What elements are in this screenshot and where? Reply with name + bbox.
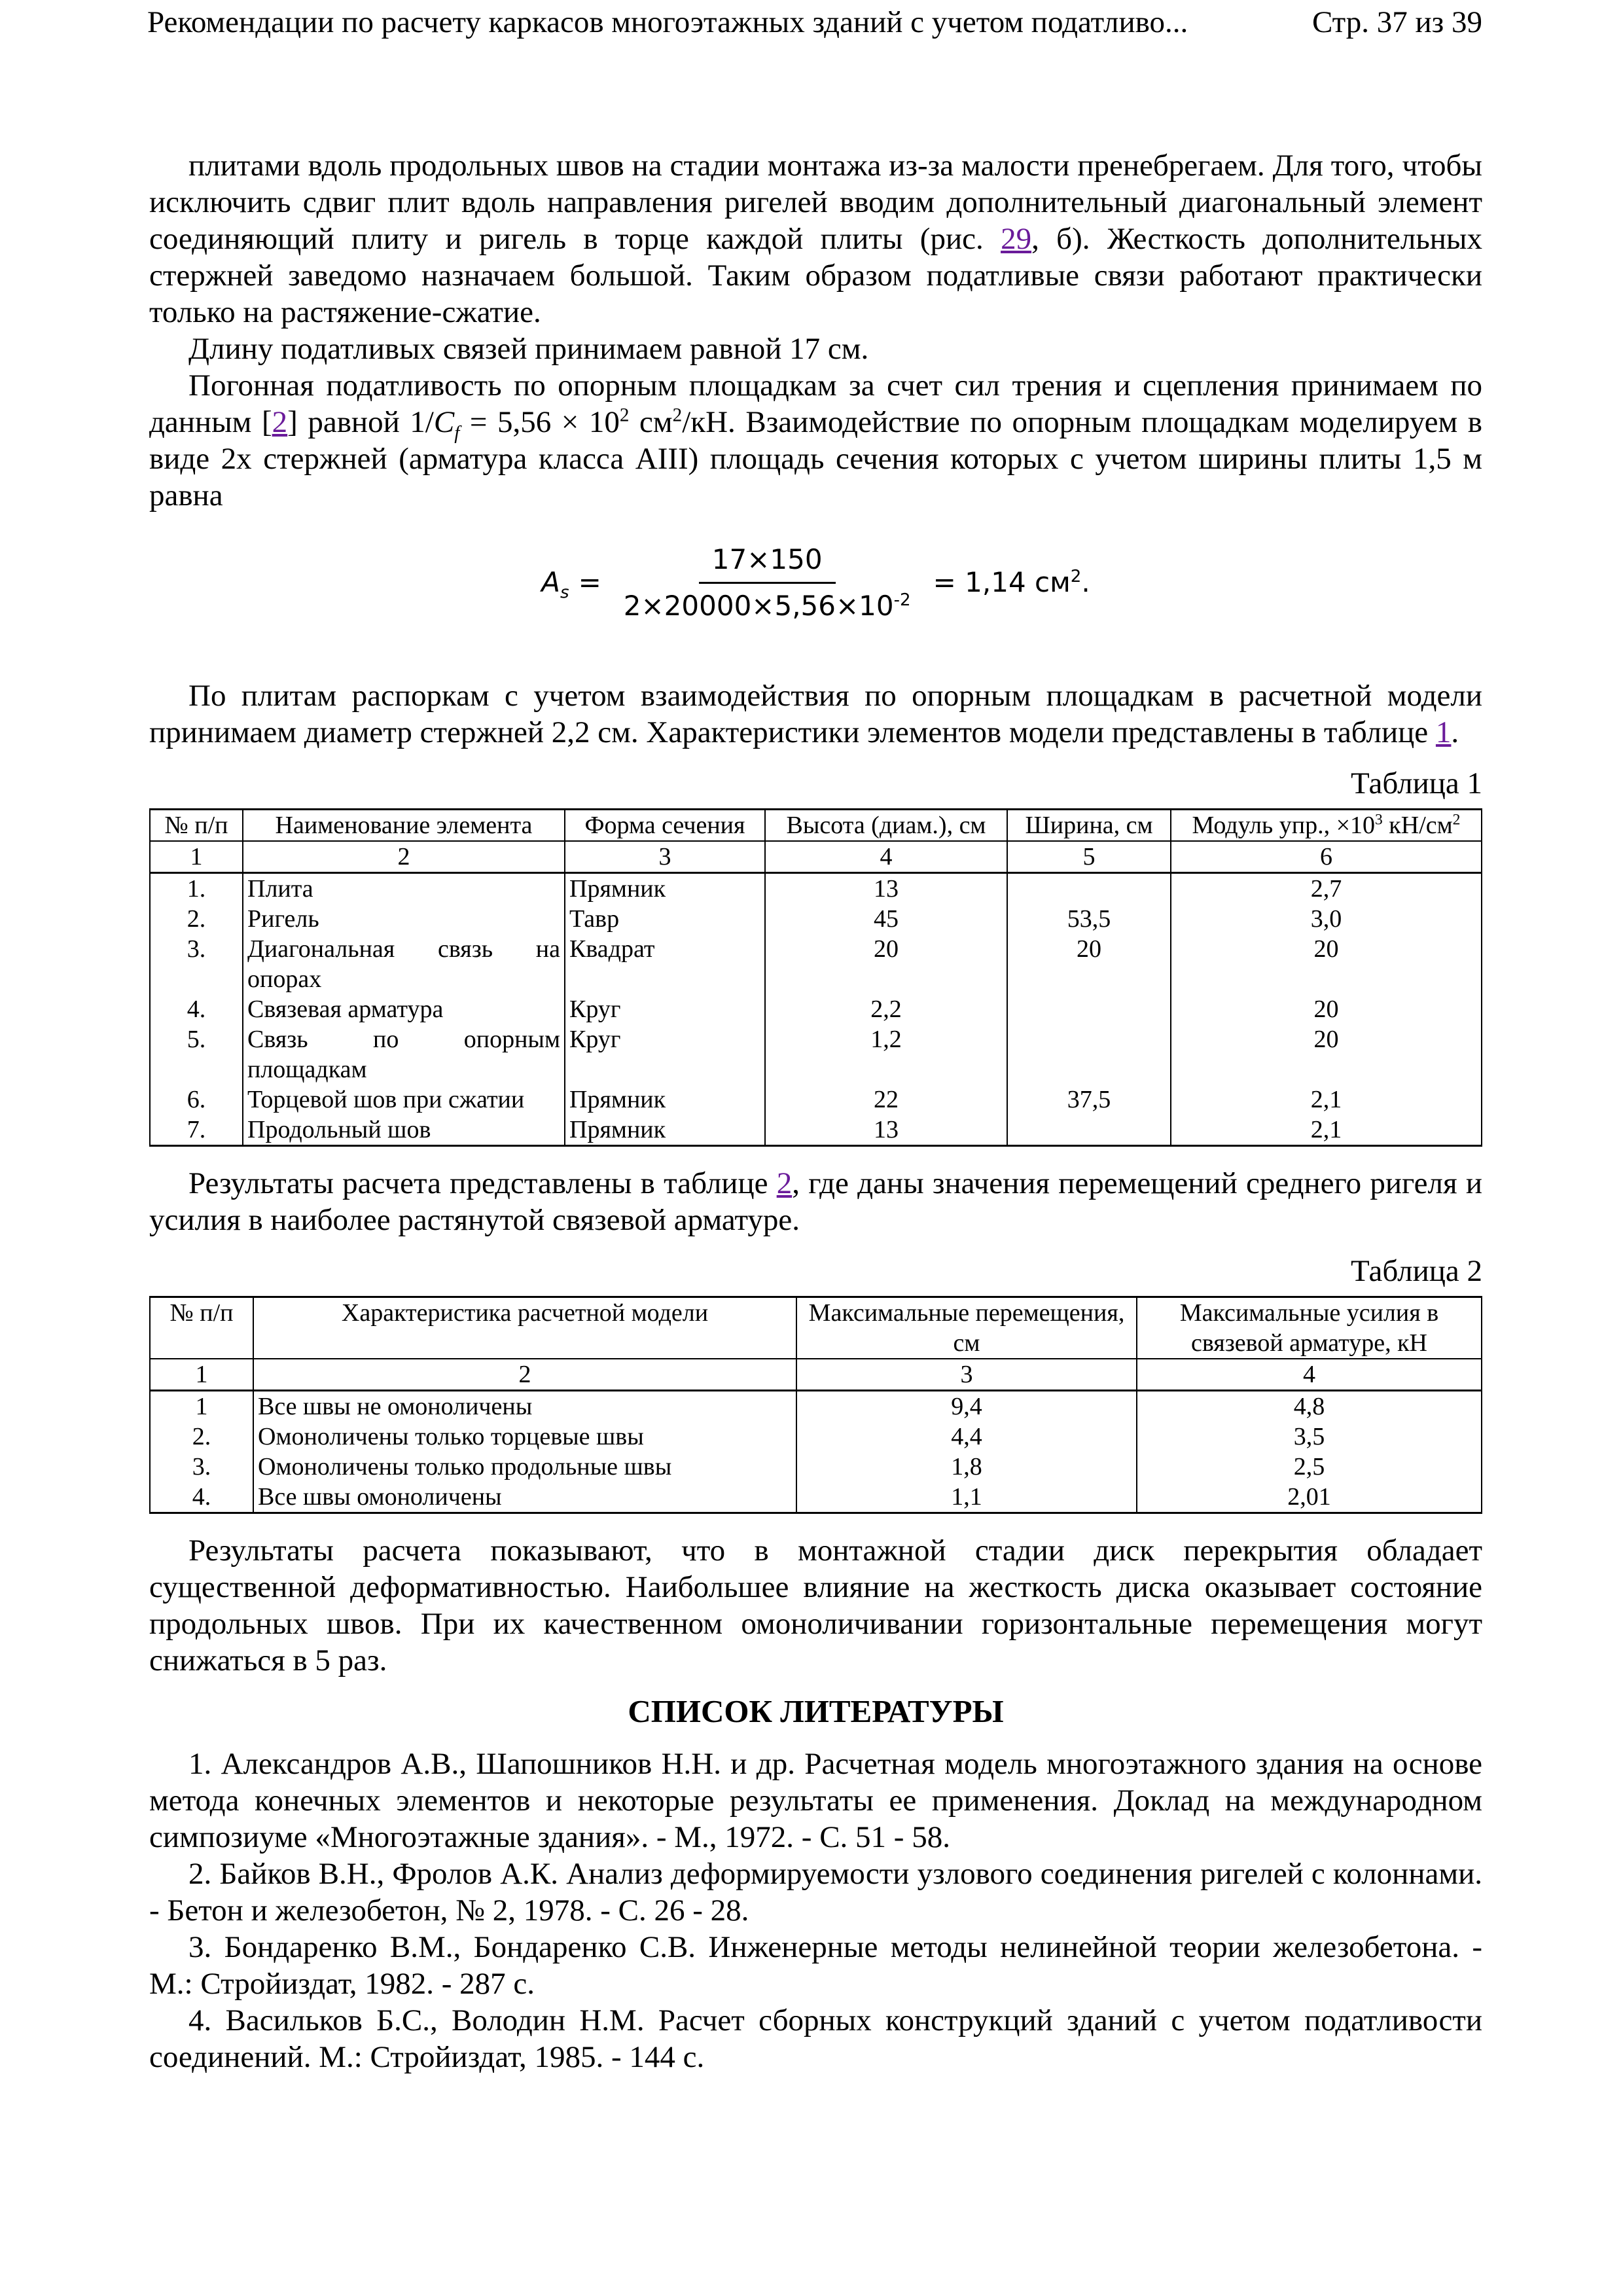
paragraph-4: По плитам распоркам с учетом взаимодействия по опорным площадкам в расчетной модели принимаем диаметр стержней 2,2 см. Характеристики элементов модели представлены в таблице 1. [149, 679, 1482, 749]
document-title: Рекомендации по расчету каркасов многоэтажных зданий с учетом податливо... [147, 5, 1188, 39]
reference-item-2: 2. Байков В.Н., Фролов А.К. Анализ деформируемости узлового соединения ригелей с колоннами. - Бетон и железобетон, № 2, 1978. - С. 26 - 28. [149, 1857, 1482, 1928]
table-row: 2. Ригель Тавр 45 53,5 3,0 [150, 904, 1482, 934]
paragraph-6: Результаты расчета показывают, что в монтажной стадии диск перекрытия обладает существенной деформативностью. Наибольшее влияние на жесткость диска оказывает состояние продольных швов. При их качественном омоноличивании горизонтальные перемещения могут снижаться в 5 раз. [149, 1534, 1482, 1677]
document-body [149, 147, 1482, 2075]
formula-fraction: $\frac{17\times 150}{2\times 20000\times 5,56\times 10^{-2}}$ [611, 541, 924, 624]
references-title: СПИСОК ЛИТЕРАТУРЫ [628, 1693, 1004, 1729]
reference-item-1: 1. Александров А.В., Шапошников Н.Н. и др. Расчетная модель многоэтажного здания на основе метода конечных элементов и некоторые результаты ее применения. Доклад на международном симпозиуме «Многоэтажные здания». - М., 1972. - С. 51 - 58. [149, 1747, 1482, 1854]
table-row: 2. Омоноличены только торцевые швы 4,4 3,5 [150, 1422, 1482, 1452]
reference-link[interactable]: 2 [272, 405, 288, 439]
page-header [147, 3, 1482, 42]
table-row: 6. Торцевой шов при сжатии Прямник 22 37,5 2,1 [150, 1085, 1482, 1115]
paragraph-2: Длину податливых связей принимаем равной 17 см. [188, 332, 869, 366]
table-row: 1. Плита Прямник 13 2,7 [150, 873, 1482, 905]
paragraph-3: Погонная податливость по опорным площадкам за счет сил трения и сцепления принимаем по данным [2] равной $1/C_f = 5,56 \times 10^2$ $см^2/кН$. Взаимодействие по опорным площадкам моделируем в виде 2х стержней (арматура класса АIII) площадь сечения которых с учетом ширины плиты 1,5 м равна [149, 368, 1482, 512]
table-row: 4. Все швы омоноличены 1,1 2,01 [150, 1482, 1482, 1513]
table-1: № п/п Наименование элемента Форма сечения Высота (диам.), см Ширина, см Модуль упр., $\times 10^3$ $кН/см^2$ 1 2 3 4 5 6 1. Плита Прямник 13 2,7 2. Ригель Тавр 45 53,5 3,0 3. Диагональная связь на опорах Квадрат 20 20 20 4. Связевая арматура Круг 2,2 20 5. Связь по опорным площадкам Круг 1,2 20 6. Торцевой шов при сжатии Прямник 22 37,5 2,1 7. Продольный шов Прямник 13 2,1 [149, 808, 1482, 1147]
table-1-link[interactable]: 1 [1435, 715, 1452, 749]
formula-as: $A_s$ = $\frac{17\times 150}{2\times 20000\times 5,56\times 10^{-2}}$ = 1,14 $см^2$. [149, 520, 1482, 645]
reference-item-4: 4. Васильков Б.С., Володин Н.М. Расчет сборных конструкций зданий с учетом податливости соединений. М.: Стройиздат, 1985. - 144 с. [149, 2003, 1482, 2074]
table-2-link[interactable]: 2 [776, 1166, 793, 1200]
figure-link[interactable]: 29 [1001, 222, 1032, 256]
reference-item-3: 3. Бондаренко В.М., Бондаренко С.В. Инженерные методы нелинейной теории железобетона. - М.: Стройиздат, 1982. - 287 с. [149, 1930, 1482, 2001]
table-2: № п/п Характеристика расчетной модели Максимальные перемещения, см Максимальные усилия в связевой арматуре, кН 1 2 3 4 1 Все швы не омоноличены 9,4 4,8 2. Омоноличены только торцевые швы 4,4 3,5 3. Омоноличены только продольные швы 1,8 2,5 4. Все швы омоноличены 1,1 2,01 [149, 1296, 1482, 1514]
table-row: 4. Связевая арматура Круг 2,2 20 [150, 994, 1482, 1024]
table-2-caption: Таблица 2 [1350, 1254, 1482, 1288]
table-row: 3. Омоноличены только продольные швы 1,8 2,5 [150, 1452, 1482, 1482]
page-indicator: Стр. 37 из 39 [1311, 5, 1482, 39]
table-row: 7. Продольный шов Прямник 13 2,1 [150, 1115, 1482, 1146]
table-1-caption: Таблица 1 [1350, 766, 1482, 800]
table-row: 5. Связь по опорным площадкам Круг 1,2 20 [150, 1024, 1482, 1085]
paragraph-1: плитами вдоль продольных швов на стадии монтажа из-за малости пренебрегаем. Для того, чтобы исключить сдвиг плит вдоль направления ригелей вводим дополнительный диагональный элемент соединяющий плиту и ригель в торце каждой плиты (рис. 29, б). Жесткость дополнительных стержней заведомо назначаем большой. Таким образом податливые связи работают практически только на растяжение-сжатие. [149, 149, 1482, 329]
table-row: 1 Все швы не омоноличены 9,4 4,8 [150, 1391, 1482, 1422]
table-row: 3. Диагональная связь на опорах Квадрат 20 20 20 [150, 934, 1482, 994]
paragraph-5: Результаты расчета представлены в таблице 2, где даны значения перемещений среднего ригеля и усилия в наиболее растянутой связевой арматуре. [149, 1166, 1482, 1237]
